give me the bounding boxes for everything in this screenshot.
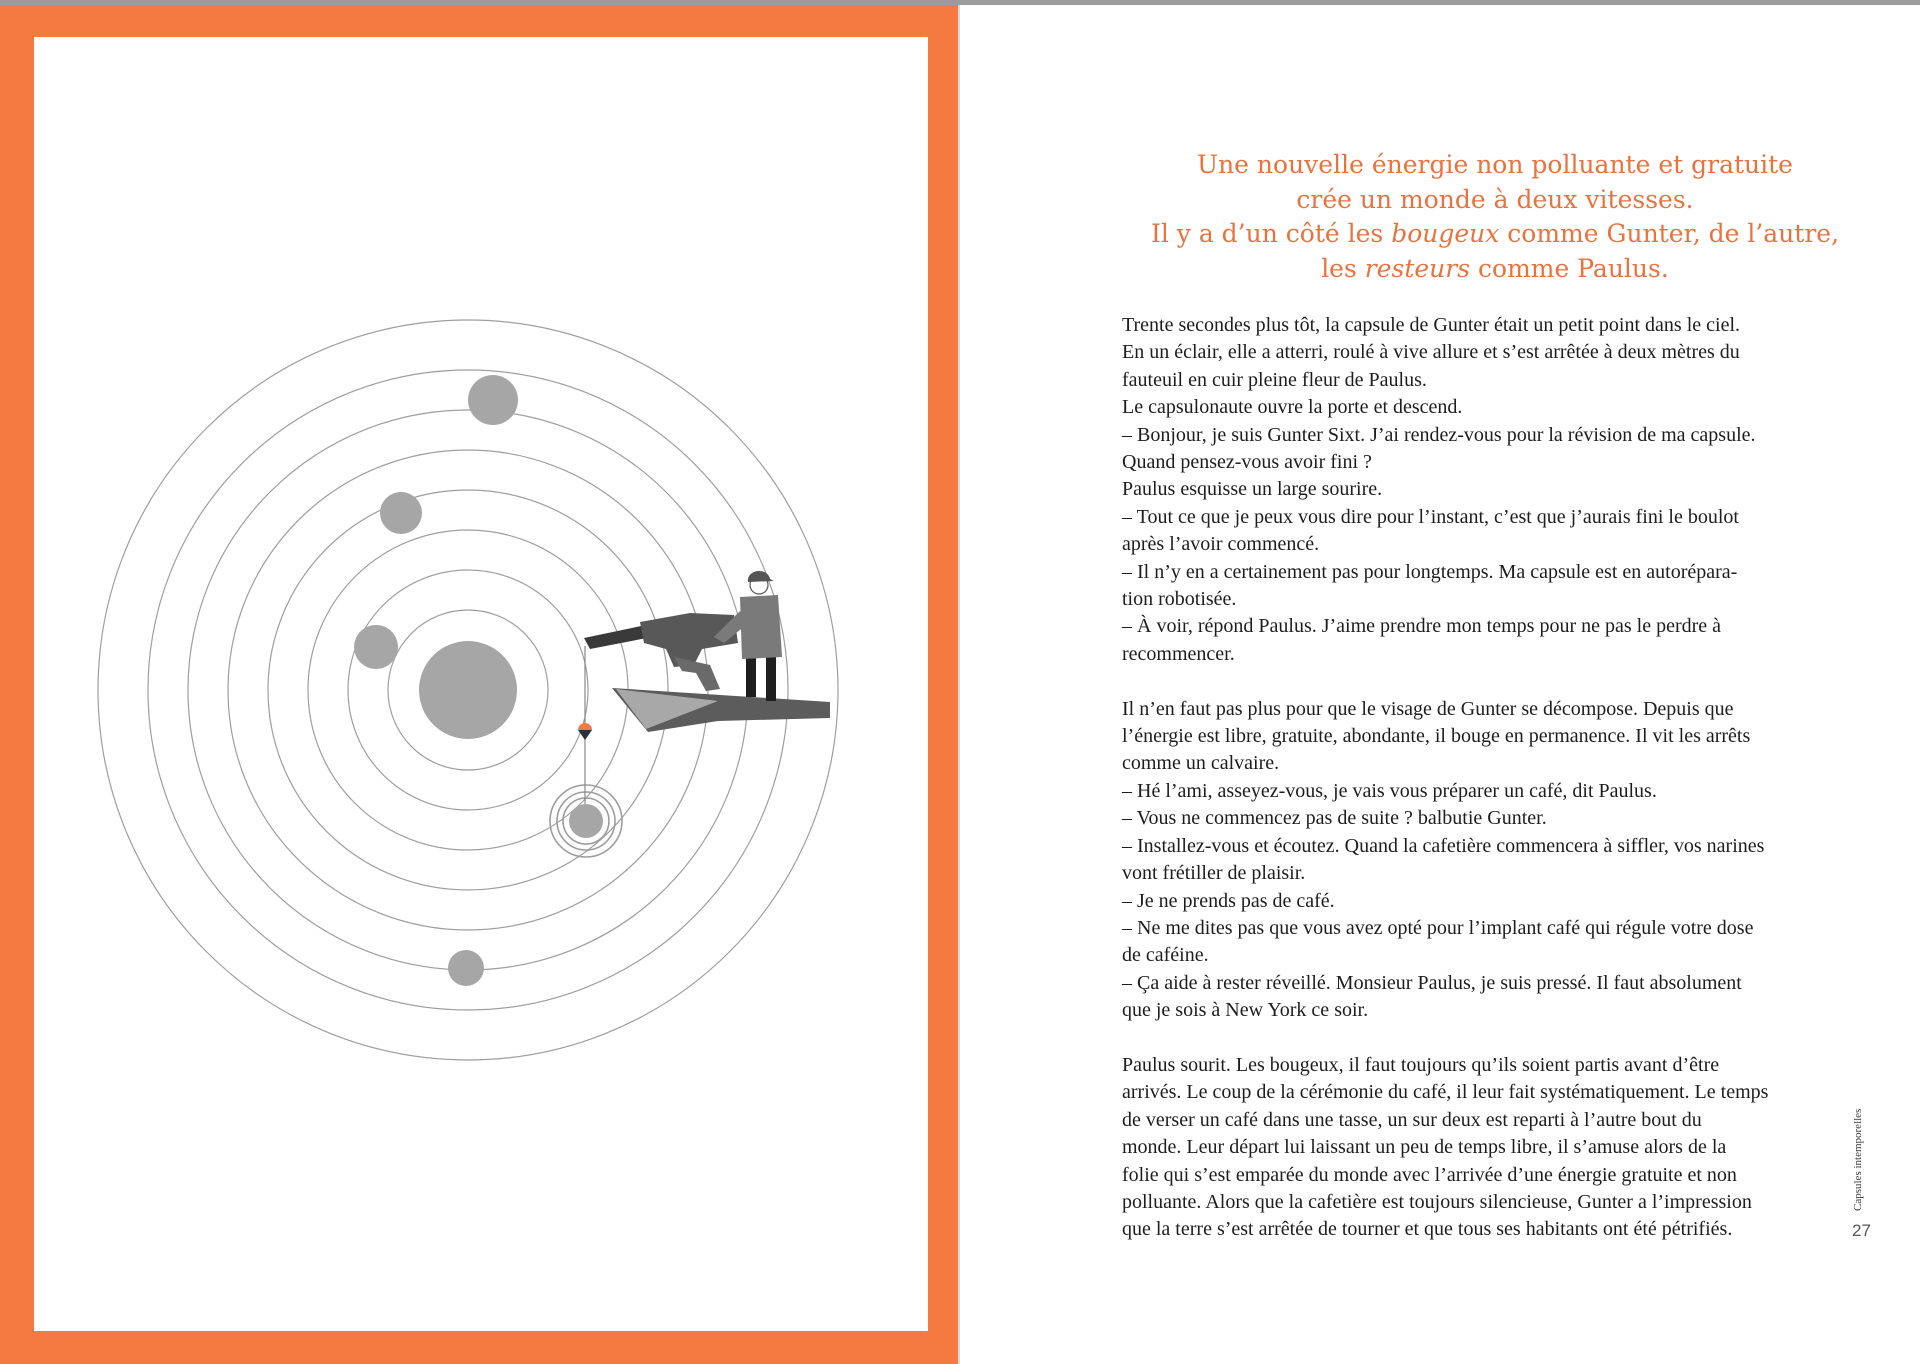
float-top [578, 723, 592, 730]
text-line: folie qui s’est emparée du monde avec l’arrivée d’une énergie gratuite et non [1122, 1163, 1737, 1186]
headline-text: Il y a d’un côté les [1150, 219, 1392, 248]
illustration-frame [34, 37, 928, 1331]
text-line: En un éclair, elle a atterri, roulé à vive allure et s’est arrêtée à deux mètres du [1122, 341, 1740, 364]
text-line: recommencer. [1122, 642, 1235, 665]
text-line: arrivés. Le coup de la cérémonie du café, il leur fait systématiquement. Le temps [1122, 1081, 1769, 1104]
headline-text: les [1321, 253, 1365, 283]
text-line: – Ça aide à rester réveillé. Monsieur Paulus, je suis pressé. Il faut absolument [1122, 971, 1742, 994]
story-body [1122, 312, 1790, 1244]
nozzle-handle [674, 657, 720, 691]
man-cap [748, 571, 774, 582]
headline-line [1080, 217, 1910, 252]
text-line: monde. Leur départ lui laissant un peu de temps libre, il s’amuse alors de la [1122, 1136, 1727, 1159]
text-line: – Il n’y en a certainement pas pour longtemps. Ma capsule est en autorépara- [1122, 560, 1738, 583]
paragraph-gap [1122, 1025, 1790, 1052]
headline-emphasis: bougeux [1391, 219, 1500, 248]
sun [419, 641, 517, 739]
headline-line: Une nouvelle énergie non polluante et gratuite [1197, 150, 1793, 179]
planet [569, 804, 603, 838]
headline-text: comme Paulus. [1470, 253, 1669, 283]
text-line: comme un calvaire. [1122, 752, 1280, 775]
solar-system-fisherman-icon [34, 37, 928, 1331]
text-line: polluante. Alors que la cafetière est toujours silencieuse, Gunter a l’impression [1122, 1190, 1752, 1213]
man-torso [740, 595, 782, 659]
book-gutter [958, 5, 960, 1364]
text-line: Il n’en faut pas plus pour que le visage de Gunter se décompose. Depuis que [1122, 697, 1734, 720]
text-line: – Vous ne commencez pas de suite ? balbutie Gunter. [1122, 807, 1547, 830]
headline-line: crée un monde à deux vitesses. [1296, 184, 1694, 214]
text-line: Trente secondes plus tôt, la capsule de Gunter était un petit point dans le ciel. [1122, 314, 1740, 336]
headline-text: comme Gunter, de l’autre, [1499, 219, 1840, 248]
running-title: Capsules intemporelles [1852, 1108, 1864, 1211]
text-line: – Bonjour, je suis Gunter Sixt. J’ai rendez-vous pour la révision de ma capsule. [1122, 423, 1756, 446]
headline-emphasis: resteurs [1364, 253, 1471, 283]
text-line: Le capsulonaute ouvre la porte et descend. [1122, 396, 1463, 419]
text-line: de verser un café dans une tasse, un sur deux est reparti à l’autre bout du [1122, 1108, 1702, 1131]
text-line: de caféine. [1122, 944, 1209, 967]
text-line: – Je ne prends pas de café. [1122, 889, 1335, 912]
chapter-headline [1080, 148, 1910, 286]
text-line: vont frétiller de plaisir. [1122, 862, 1306, 885]
planet [448, 950, 484, 986]
planet [354, 625, 398, 669]
text-line: Quand pensez-vous avoir fini ? [1122, 451, 1372, 474]
text-line: – Ne me dites pas que vous avez opté pour l’implant café qui régule votre dose [1122, 916, 1754, 939]
text-line: – Hé l’ami, asseyez-vous, je vais vous préparer un café, dit Paulus. [1122, 779, 1657, 802]
illustration-page [0, 5, 958, 1364]
text-line: que la terre s’est arrêtée de tourner et que tous ses habitants ont été pétrifiés. [1122, 1218, 1733, 1241]
text-line: – Installez-vous et écoutez. Quand la cafetière commencera à siffler, vos narines [1122, 834, 1765, 857]
text-line: fauteuil en cuir pleine fleur de Paulus. [1122, 368, 1427, 391]
text-line: Paulus esquisse un large sourire. [1122, 478, 1383, 501]
text-line: – Tout ce que je peux vous dire pour l’instant, c’est que j’aurais fini le boulot [1122, 505, 1739, 528]
headline-line [1080, 252, 1910, 287]
planet [380, 492, 422, 534]
text-line: – À voir, répond Paulus. J’aime prendre mon temps pour ne pas le perdre à [1122, 615, 1722, 638]
paragraph-gap [1122, 668, 1790, 695]
text-line: que je sois à New York ce soir. [1122, 999, 1369, 1022]
text-line: Paulus sourit. Les bougeux, il faut toujours qu’ils soient partis avant d’être [1122, 1053, 1720, 1076]
planet [468, 375, 518, 425]
text-line: l’énergie est libre, gratuite, abondante, il bouge en permanence. Il vit les arrêts [1122, 725, 1751, 748]
page-number: 27 [1852, 1221, 1871, 1240]
text-line: tion robotisée. [1122, 588, 1237, 611]
float-bottom [578, 730, 592, 740]
text-line: après l’avoir commencé. [1122, 533, 1320, 556]
